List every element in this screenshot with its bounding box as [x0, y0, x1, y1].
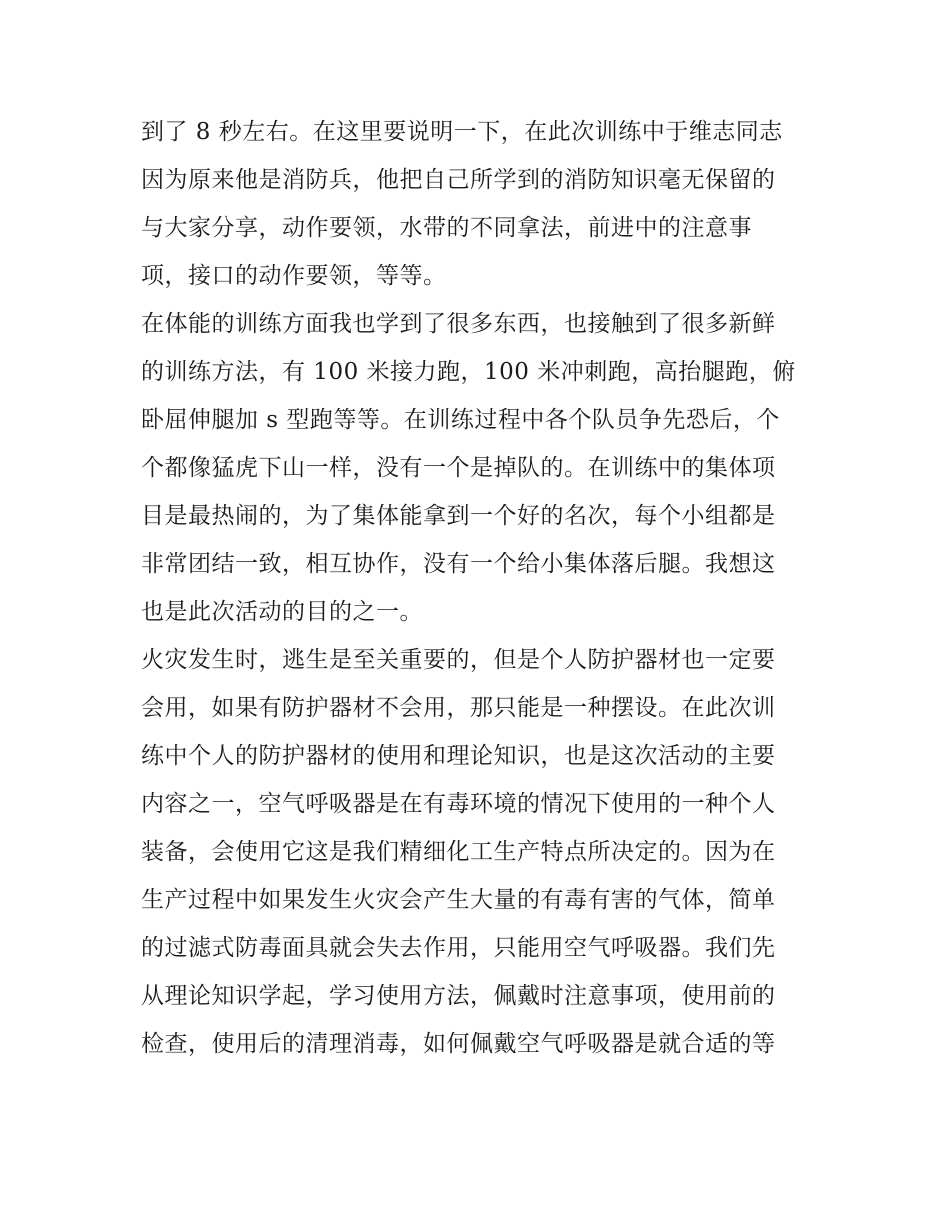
document-body	[141, 108, 821, 1068]
text-line: 火灾发生时，逃生是至关重要的，但是个人防护器材也一定要	[141, 647, 776, 673]
text-line: 也是此次活动的目的之一。	[141, 599, 423, 625]
text-line: 内容之一，空气呼吸器是在有毒环境的情况下使用的一种个人	[141, 791, 776, 817]
text-line: 个都像猛虎下山一样，没有一个是掉队的。在训练中的集体项	[141, 455, 776, 481]
text-line: 的过滤式防毒面具就会失去作用，只能用空气呼吸器。我们先	[141, 935, 776, 961]
text-line: 检查，使用后的清理消毒，如何佩戴空气呼吸器是就合适的等	[141, 1031, 776, 1057]
text-line: 从理论知识学起，学习使用方法，佩戴时注意事项，使用前的	[141, 983, 776, 1009]
text-line: 因为原来他是消防兵，他把自己所学到的消防知识毫无保留的	[141, 167, 776, 193]
text-line: 装备，会使用它这是我们精细化工生产特点所决定的。因为在	[141, 839, 776, 865]
text-line: 的训练方法，有 100 米接力跑，100 米冲刺跑，高抬腿跑，俯	[141, 359, 796, 385]
text-line: 项，接口的动作要领，等等。	[141, 263, 447, 289]
text-line: 目是最热闹的，为了集体能拿到一个好的名次，每个小组都是	[141, 503, 776, 529]
text-line: 会用，如果有防护器材不会用，那只能是一种摆设。在此次训	[141, 695, 776, 721]
text-line: 卧屈伸腿加 s 型跑等等。在训练过程中各个队员争先恐后，个	[141, 407, 780, 433]
text-line: 与大家分享，动作要领，水带的不同拿法，前进中的注意事	[141, 215, 752, 241]
text-line: 到了 8 秒左右。在这里要说明一下，在此次训练中于维志同志	[141, 119, 783, 145]
text-line: 在体能的训练方面我也学到了很多东西，也接触到了很多新鲜	[141, 311, 776, 337]
text-line: 非常团结一致，相互协作，没有一个给小集体落后腿。我想这	[141, 551, 776, 577]
text-line: 生产过程中如果发生火灾会产生大量的有毒有害的气体，简单	[141, 887, 776, 913]
text-line: 练中个人的防护器材的使用和理论知识，也是这次活动的主要	[141, 743, 776, 769]
